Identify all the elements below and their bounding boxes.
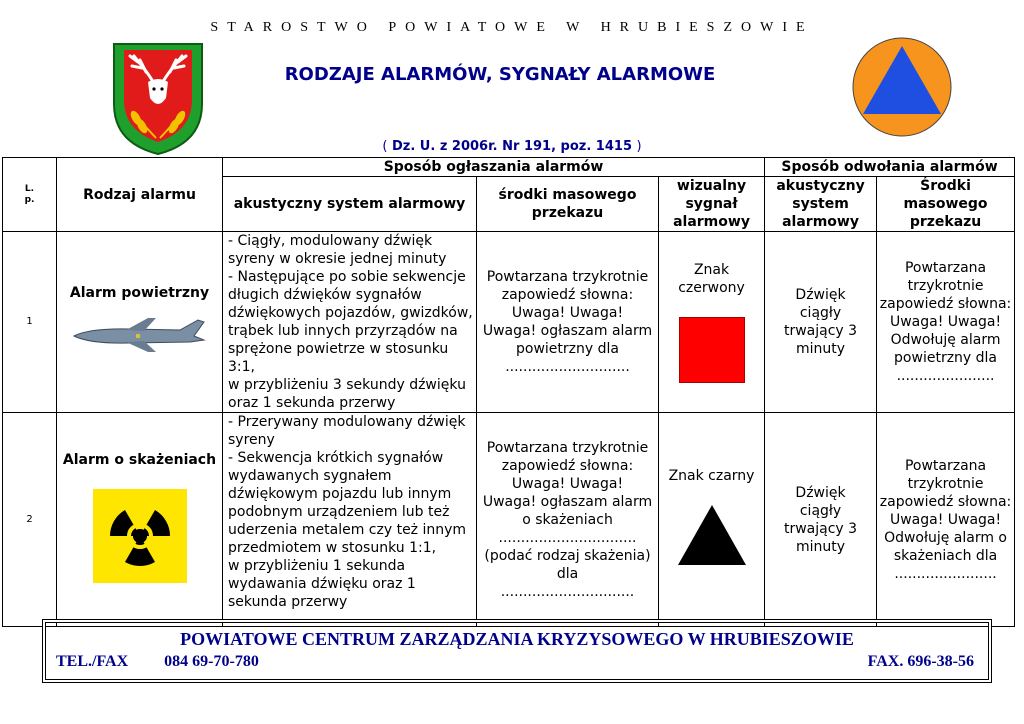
- paren-close: ): [636, 139, 642, 154]
- row-index: 1: [3, 232, 57, 413]
- row-index: 2: [3, 413, 57, 627]
- tel-label: TEL./FAX: [56, 653, 129, 670]
- tel-number: 084 69-70-780: [164, 653, 259, 670]
- radiation-hazard-icon: [93, 489, 187, 583]
- cancel-media-cell: Powtarzana trzykrotnie zapowiedź słowna: Uwaga! Uwaga! Odwołuję alarm o skażeniach dla .......................: [877, 413, 1015, 627]
- acoustic-header: akustyczny system alarmowy: [223, 177, 477, 232]
- alarm-type-cell: [57, 413, 223, 627]
- alarm-table: [2, 157, 1015, 627]
- red-square-sign-icon: [679, 317, 745, 383]
- type-header: Rodzaj alarmu: [57, 158, 223, 232]
- table-row: [3, 232, 1015, 413]
- page-title: RODZAJE ALARMÓW, SYGNAŁY ALARMOWE: [284, 64, 716, 85]
- lp-header: L. p.: [3, 158, 57, 232]
- cancel-acoustic-cell: Dźwięk ciągły trwający 3 minuty: [765, 232, 877, 413]
- alarm-type-label: Alarm powietrzny: [69, 284, 210, 301]
- media-header: środki masowego przekazu: [477, 177, 659, 232]
- paren-open: (: [382, 139, 388, 154]
- alarm-type-label: Alarm o skażeniach: [62, 452, 217, 468]
- media-cell: Powtarzana trzykrotnie zapowiedź słowna: Uwaga! Uwaga! Uwaga! ogłaszam alarm powietrzny dla ............................: [477, 232, 659, 413]
- acoustic-cell: - Przerywany modulowany dźwięk syreny - Sekwencja krótkich sygnałów wydawanych sygnałem dźwiękowym pojazdu lub innym podobnym urządzeniem lub też uderzenia metalem czy też innym przedmiotem w stosunku 1:1, w przybliżeniu 1 sekunda wydawania dźwięku oraz 1 sekunda przerwy: [223, 413, 477, 627]
- footer-phone: [56, 653, 259, 671]
- cancel-acoustic-cell: Dźwięk ciągły trwający 3 minuty: [765, 413, 877, 627]
- visual-header: wizualny sygnał alarmowy: [659, 177, 765, 232]
- aircraft-icon: [70, 316, 210, 356]
- visual-label: Znak czarny: [668, 468, 755, 484]
- organization-name: STAROSTWO POWIATOWE W HRUBIESZOWIE: [210, 20, 814, 35]
- cancel-acoustic-header: akustyczny system alarmowy: [765, 177, 877, 232]
- visual-cell: [659, 413, 765, 627]
- visual-label: Znak czerwony: [678, 262, 745, 296]
- legal-reference: [0, 139, 1024, 154]
- footer-box: [45, 622, 989, 680]
- visual-cell: [659, 232, 765, 413]
- announce-header: Sposób ogłaszania alarmów: [223, 158, 765, 177]
- civil-defense-emblem-icon: [851, 36, 953, 138]
- legal-ref-text: Dz. U. z 2006r. Nr 191, poz. 1415: [391, 139, 632, 154]
- cancel-media-header: Środki masowego przekazu: [877, 177, 1015, 232]
- footer-title: POWIATOWE CENTRUM ZARZĄDZANIA KRYZYSOWEGO W HRUBIESZOWIE: [180, 629, 854, 649]
- acoustic-cell: - Ciągły, modulowany dźwięk syreny w okresie jednej minuty - Następujące po sobie sekwencje długich dźwięków sygnałów dźwiękowych pojazdów, gwizdków, trąbek lub innych przyrządów na sprężone powietrze w stosunku 3:1, w przybliżeniu 3 sekundy dźwięku oraz 1 sekunda przerwy: [223, 232, 477, 413]
- black-triangle-sign-icon: [676, 503, 748, 567]
- cancel-media-cell: Powtarzana trzykrotnie zapowiedź słowna: Uwaga! Uwaga! Odwołuję alarm powietrzny dla ......................: [877, 232, 1015, 413]
- alarm-type-cell: [57, 232, 223, 413]
- footer-fax: FAX. 696-38-56: [867, 653, 974, 670]
- cancel-header: Sposób odwołania alarmów: [765, 158, 1015, 177]
- media-cell: Powtarzana trzykrotnie zapowiedź słowna: Uwaga! Uwaga! Uwaga! ogłaszam alarm o skażeniach ............................... (podać rodzaj skażenia) dla ..............................: [477, 413, 659, 627]
- table-row: [3, 413, 1015, 627]
